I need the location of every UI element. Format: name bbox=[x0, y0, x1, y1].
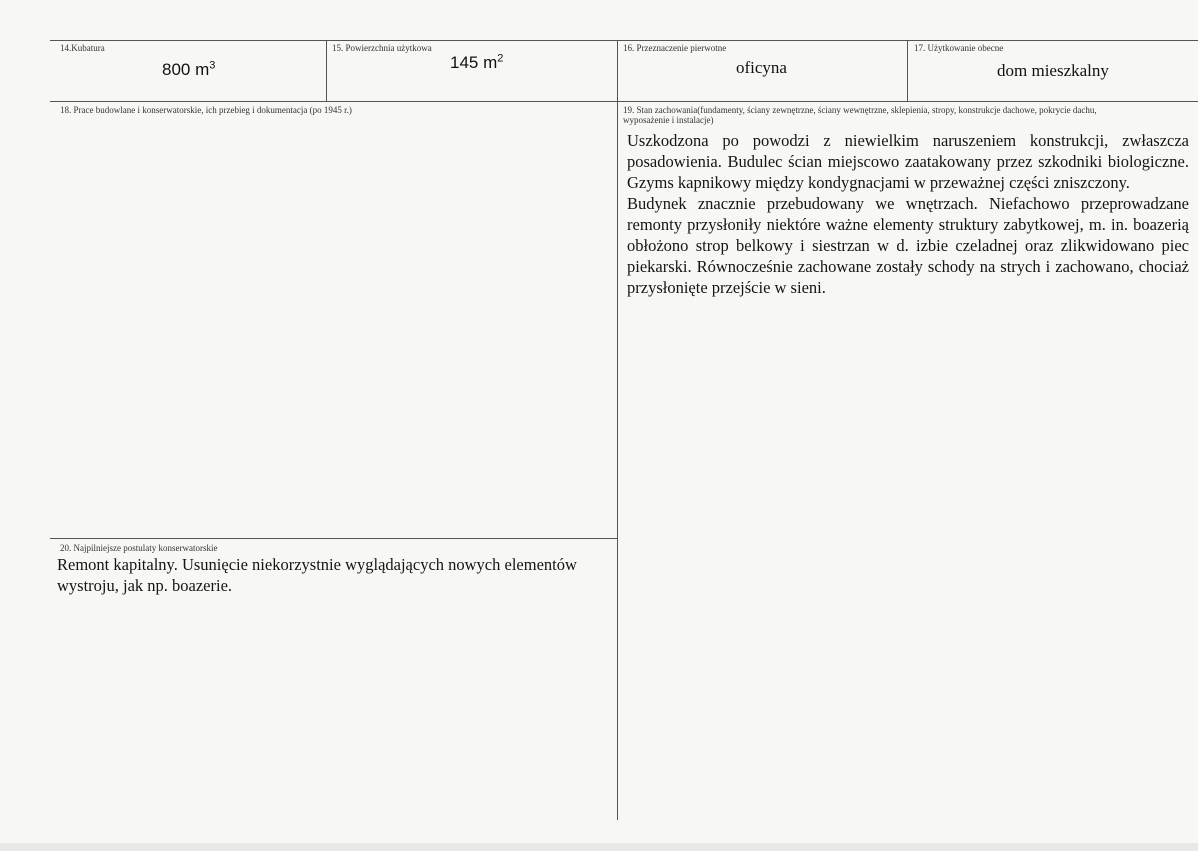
field-14-exponent: 3 bbox=[209, 59, 216, 72]
divider-16-17 bbox=[907, 40, 908, 102]
divider-14-15 bbox=[326, 40, 327, 102]
field-15-value bbox=[450, 53, 503, 73]
field-14-value bbox=[162, 60, 215, 80]
field-19-paragraph-2: Budynek znacznie przebudowany we wnętrzach. Niefachowo przeprowadzane remonty przysłoniły niektóre ważne elementy struktury zabytkowej, m. in. boazerią obłożono strop belkowy i siestrzan w d. izbie czeladnej oraz zlikwidowano piec piekarski. Równocześnie zachowane zostały schody na strych i zachowano, chociaż przysłonięte przejście w sieni. bbox=[627, 194, 1189, 297]
field-17-value: dom mieszkalny bbox=[997, 61, 1109, 80]
field-14-label: 14.Kubatura bbox=[60, 43, 105, 53]
top-rule bbox=[50, 40, 1198, 41]
field-19-text bbox=[627, 130, 1189, 298]
field18-bottom-rule bbox=[50, 538, 618, 539]
field-18-label: 18. Prace budowlane i konserwatorskie, ich przebieg i dokumentacja (po 1945 r.) bbox=[60, 105, 352, 115]
field-19-paragraph-1: Uszkodzona po powodzi z niewielkim naruszeniem konstrukcji, zwłaszcza posadowienia. Budulec ścian miejscowo zaatakowany przez szkodniki biologiczne. Gzyms kapnikowy między kondygnacjami w przeważnej części zniszczony. bbox=[627, 131, 1189, 192]
field-16-label: 16. Przeznaczenie pierwotne bbox=[623, 43, 727, 53]
field-14-number: 800 m bbox=[162, 60, 210, 79]
field-17-label: 17. Użytkowanie obecne bbox=[914, 43, 1004, 53]
center-divider bbox=[617, 40, 618, 820]
field-15-exponent: 2 bbox=[497, 52, 504, 65]
row1-bottom-rule bbox=[50, 101, 1198, 102]
field-16-value: oficyna bbox=[736, 58, 787, 77]
field-20-label: 20. Najpilniejsze postulaty konserwatorskie bbox=[60, 543, 218, 553]
field-20-text: Remont kapitalny. Usunięcie niekorzystnie wyglądających nowych elementów wystroju, jak np. boazerie. bbox=[57, 555, 577, 595]
field-19-label-line2: wyposażenie i instalacje) bbox=[623, 115, 714, 125]
scan-bottom-edge bbox=[0, 843, 1198, 851]
field-15-label: 15. Powierzchnia użytkowa bbox=[332, 43, 432, 53]
field-19-label-line1: 19. Stan zachowania(fundamenty, ściany zewnętrzne, ściany wewnętrzne, sklepienia, stropy, konstrukcje dachowe, pokrycie dachu, bbox=[623, 105, 1097, 115]
field-15-number: 145 m bbox=[450, 53, 498, 72]
